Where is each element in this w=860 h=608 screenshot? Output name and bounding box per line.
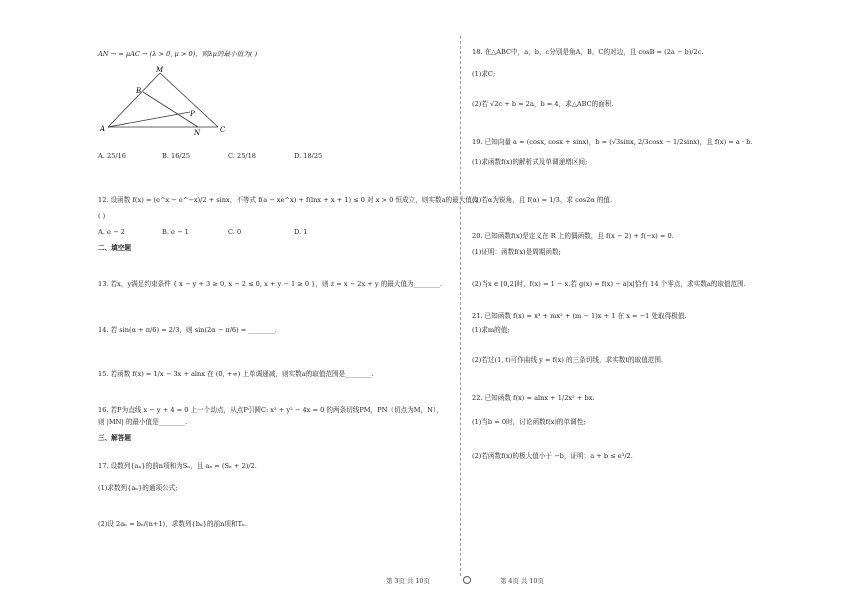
question-11-stem-continuation: AN → = μAC → (λ > 0, μ > 0)，则λμ的最小值为( ) (98, 50, 258, 58)
question-20: 20. 已知函数f(x)是定义在 R 上的偶函数，且 f(x − 2) + f(−x) = 0. (472, 232, 674, 240)
q12-option-a: A. e − 2 (98, 228, 125, 236)
figure-label-m: M (156, 66, 164, 74)
q12-option-d: D. 1 (294, 228, 308, 236)
question-22: 22. 已知函数 f(x) = alnx + 1/2x² + bx. (472, 394, 595, 402)
figure-label-c: C (220, 126, 226, 134)
question-22-part-2: (2)若函数f(x)的极大值小于 −b，证明：a + b ≤ e³/2. (472, 452, 633, 460)
q12-option-b: B. e − 1 (162, 228, 189, 236)
section-heading-fill-in: 二、填空题 (98, 244, 131, 252)
page-number-right: 第 4页 共 10页 (500, 577, 544, 585)
question-12-paren: ( ) (98, 212, 106, 220)
question-21-part-2: (2)若过(1, t)可作曲线 y = f(x) 的三条切线，求实数t的取值范围. (472, 356, 664, 364)
question-12: 12. 设函数 f(x) = (e^x − e^−x)/2 + sinx，不等式 f(a − xe^x) + f(lnx + x + 1) ≤ 0 对 x > 0 恒成立，则实数a的最大值为 (98, 196, 479, 204)
q11-option-b: B. 16/25 (162, 152, 191, 160)
question-18: 18. 在△ABC中，a，b，c分别是角A，B，C的对边，且 cosB = (2a − b)/2c. (472, 48, 704, 56)
column-divider (460, 36, 461, 576)
question-22-part-1: (1)当b = 0时，讨论函数f(x)的单调性; (472, 418, 586, 426)
question-16-line-1: 16. 若P为直线 x − y + 4 = 0 上一个动点，从点P引圆C: x² + y² − 4x = 0 的两条切线PM，PN（切点为M，N）， (98, 406, 443, 414)
question-18-part-1: (1)求C; (472, 70, 496, 78)
question-19-part-2: (2)若α为锐角，且 f(α) = 1/3，求 cos2α 的值. (472, 196, 613, 204)
question-14: 14. 若 sin(α + π/6) = 2/3，则 sin(2α − π/6) = ________. (98, 326, 277, 334)
binding-hole (463, 576, 471, 584)
question-19-part-1: (1)求函数f(x)的解析式及单调递增区间; (472, 158, 588, 166)
section-heading-answers: 三、解答题 (98, 434, 131, 442)
question-18-part-2: (2)若 √2c + b = 2a，b = 4，求△ABC的面积. (472, 100, 614, 108)
question-13: 13. 若x，y满足约束条件 { x − y + 3 ≥ 0, x − 2 ≤ 0, x + y − 1 ≥ 0 }，则 z = x − 2x + y 的最大值为________. (98, 280, 443, 288)
question-17-part-1: (1)求数列{aₙ}的通项公式; (98, 484, 178, 492)
question-17-part-2: (2)设 2aₙ = bₙ/(n+1)，求数列{bₙ}的前n项和Tₙ. (98, 520, 247, 528)
figure-label-n: N (194, 129, 201, 136)
question-20-part-1: (1)证明：函数f(x)是周期函数; (472, 248, 561, 256)
question-20-part-2: (2)当x ∈ [0,2]时，f(x) = 1 − x.若 g(x) = f(x) − a|x|恰有 14 个零点，求实数a的取值范围. (472, 280, 746, 288)
question-16-line-2: 则 |MN| 的最小值是________. (98, 418, 188, 426)
q11-option-a: A. 25/16 (98, 152, 126, 160)
q11-option-d: D. 18/25 (294, 152, 323, 160)
question-17: 17. 设数列{aₙ}的前n项和为Sₙ，且 aₙ = (Sₙ + 2)/2. (98, 462, 257, 470)
figure-label-a: A (100, 125, 106, 133)
q12-option-c: C. 0 (228, 228, 242, 236)
question-19: 19. 已知向量 a = (cosx, cosx + sinx)，b = (√3sinx, 2/3cosx − 1/2sinx)，且 f(x) = a · b. (472, 138, 753, 146)
figure-label-b: B (136, 87, 142, 95)
question-15: 15. 若函数 f(x) = 1/x − 3x + alnx 在 (0, +∞) 上单调递减，则实数a的取值范围是________. (98, 370, 374, 378)
triangle-figure (98, 64, 228, 136)
question-21: 21. 已知函数 f(x) = x³ + mx² + (m − 1)x + 1 在 x = −1 处取得极值. (472, 312, 687, 320)
page-number-left: 第 3页 共 10页 (386, 577, 430, 585)
question-21-part-1: (1)求m的值; (472, 326, 510, 334)
q11-option-c: C. 25/18 (228, 152, 257, 160)
figure-label-p: P (190, 110, 195, 118)
